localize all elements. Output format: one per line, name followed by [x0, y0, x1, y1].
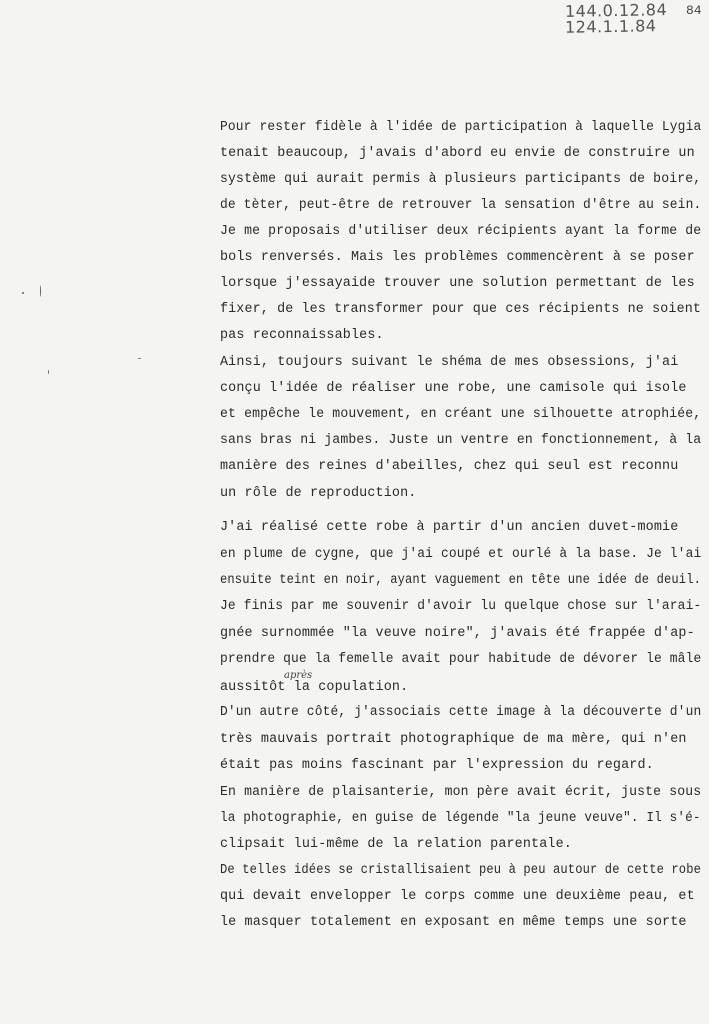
- text-line: En manière de plaisanterie, mon père avait écrit, juste sous: [220, 785, 702, 800]
- text-line: gnée surnommée "la veuve noire", j'avais été frappée d'ap-: [220, 626, 695, 641]
- text-line: de tèter, peut-être de retrouver la sensation d'être au sein.: [220, 198, 702, 213]
- text-line: très mauvais portrait photographique de ma mère, qui n'en: [220, 732, 687, 747]
- text-line: conçu l'idée de réaliser une robe, une camisole qui isole: [220, 381, 687, 396]
- text-line: tenait beaucoup, j'avais d'abord eu envie de construire un: [220, 146, 695, 161]
- text-line: le masquer totalement en exposant en même temps une sorte: [220, 915, 687, 930]
- text-line: Pour rester fidèle à l'idée de participation à laquelle Lygia: [220, 120, 702, 135]
- text-line: Je me proposais d'utiliser deux récipients ayant la forme de: [220, 224, 702, 239]
- text-line: bols renversés. Mais les problèmes commencèrent à se poser: [220, 250, 695, 265]
- text-line: qui devait envelopper le corps comme une deuxième peau, et: [220, 889, 695, 904]
- handwritten-insertion: après: [284, 670, 313, 681]
- text-line: aussitôt la copulation.: [220, 680, 409, 695]
- text-line: la photographie, en guise de légende "la jeune veuve". Il s'é-: [220, 811, 701, 826]
- text-line: un rôle de reproduction.: [220, 486, 417, 501]
- text-line: D'un autre côté, j'associais cette image à la découverte d'un: [220, 705, 702, 720]
- text-line: manière des reines d'abeilles, chez qui seul est reconnu: [220, 459, 679, 474]
- text-line: système qui aurait permis à plusieurs participants de boire,: [220, 172, 702, 187]
- text-line: fixer, de les transformer pour que ces récipients ne soient: [220, 302, 702, 317]
- text-line: De telles idées se cristallisaient peu à peu autour de cette robe: [220, 863, 701, 878]
- text-line: clipsait lui-même de la relation parentale.: [220, 837, 572, 852]
- text-line: J'ai réalisé cette robe à partir d'un ancien duvet-momie: [220, 520, 679, 535]
- page-number: 84: [686, 3, 702, 18]
- text-line: Ainsi, toujours suivant le shéma de mes obsessions, j'ai: [220, 355, 679, 370]
- text-line: prendre que la femelle avait pour habitude de dévorer le mâle: [220, 652, 702, 667]
- text-line: lorsque j'essayaide trouver une solution permettant de les: [220, 276, 695, 291]
- handwritten-reference-1: 144.0.12.84: [564, 0, 668, 21]
- text-line: et empêche le mouvement, en créant une silhouette atrophiée,: [220, 407, 702, 422]
- text-line: en plume de cygne, que j'ai coupé et ourlé à la base. Je l'ai: [220, 547, 702, 562]
- text-line: pas reconnaissables.: [220, 328, 384, 343]
- handwritten-reference-2: 124.1.1.84: [564, 16, 657, 37]
- text-line: Je finis par me souvenir d'avoir lu quelque chose sur l'arai-: [220, 599, 702, 614]
- text-line: sans bras ni jambes. Juste un ventre en fonctionnement, à la: [220, 433, 702, 448]
- text-line: était pas moins fascinant par l'expression du regard.: [220, 758, 654, 773]
- text-line: ensuite teint en noir, ayant vaguement en tête une idée de deuil.: [220, 573, 701, 588]
